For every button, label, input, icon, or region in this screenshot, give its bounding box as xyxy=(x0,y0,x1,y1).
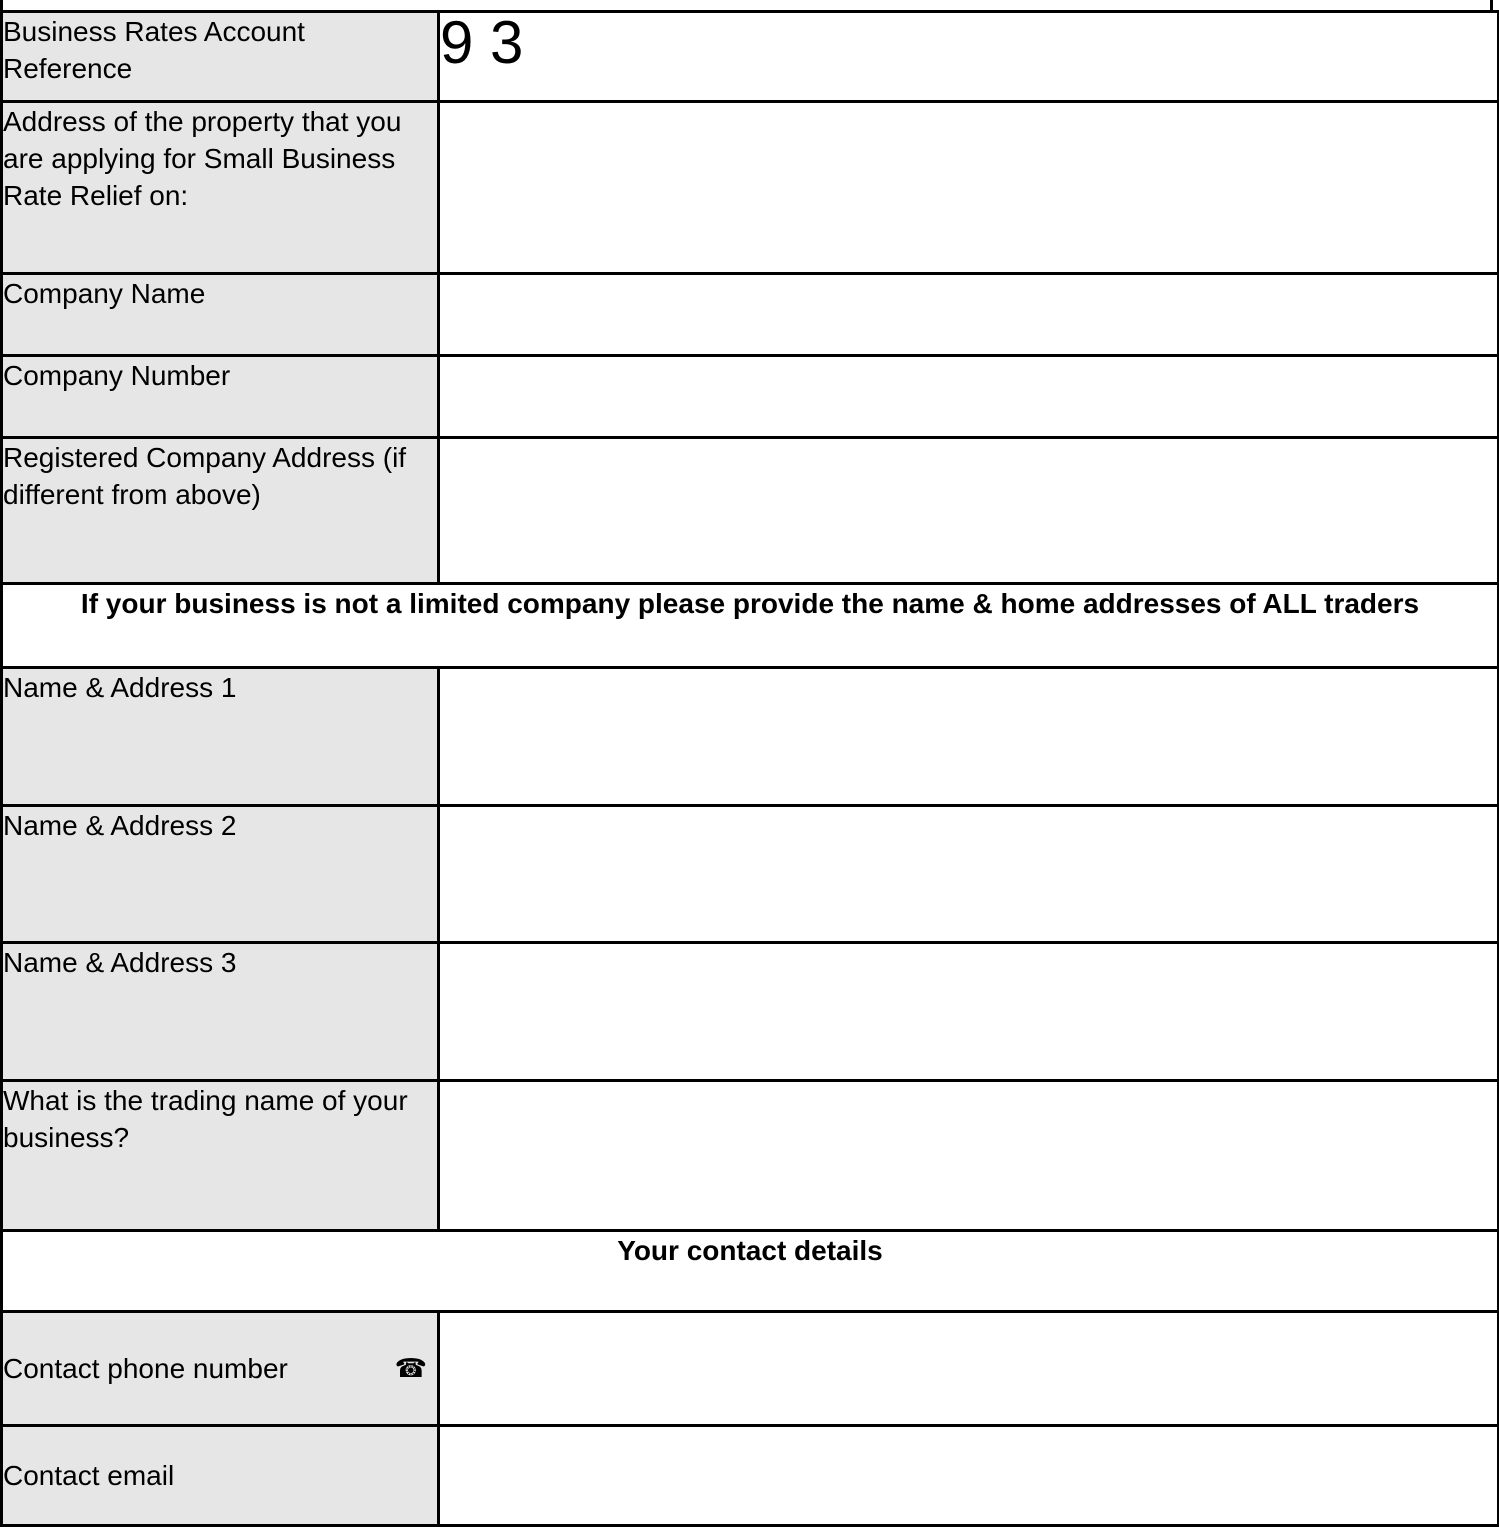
property-address-field[interactable] xyxy=(439,102,1499,274)
registered-address-label: Registered Company Address (if different from above) xyxy=(2,438,439,584)
trader-3-label: Name & Address 3 xyxy=(2,943,439,1081)
trader-3-field[interactable] xyxy=(439,943,1499,1081)
row-contact-email xyxy=(2,1426,1499,1526)
trader-1-field[interactable] xyxy=(439,668,1499,806)
trading-name-field[interactable] xyxy=(439,1081,1499,1231)
contact-section-heading: Your contact details xyxy=(2,1231,1499,1312)
contact-phone-label-cell xyxy=(2,1312,439,1426)
row-account-reference xyxy=(2,12,1499,102)
row-company-number xyxy=(2,356,1499,438)
row-company-name xyxy=(2,274,1499,356)
row-registered-address xyxy=(2,438,1499,584)
row-contact-phone xyxy=(2,1312,1499,1426)
trader-2-label: Name & Address 2 xyxy=(2,806,439,943)
account-reference-field[interactable]: 9 3 xyxy=(439,12,1499,102)
contact-phone-field[interactable] xyxy=(439,1312,1499,1426)
traders-section-heading: If your business is not a limited company please provide the name & home addresses of ALL traders xyxy=(2,584,1499,668)
account-reference-label: Business Rates Account Reference xyxy=(2,12,439,102)
row-trader-1 xyxy=(2,668,1499,806)
company-number-label: Company Number xyxy=(2,356,439,438)
row-contact-heading xyxy=(2,1231,1499,1312)
registered-address-field[interactable] xyxy=(439,438,1499,584)
telephone-icon: ☎ xyxy=(394,1353,427,1383)
trading-name-label: What is the trading name of your business? xyxy=(2,1081,439,1231)
row-property-address xyxy=(2,102,1499,274)
contact-email-field[interactable] xyxy=(439,1426,1499,1526)
property-address-label: Address of the property that you are applying for Small Business Rate Relief on: xyxy=(2,102,439,274)
row-traders-heading xyxy=(2,584,1499,668)
row-trader-2 xyxy=(2,806,1499,943)
contact-phone-label: Contact phone number xyxy=(3,1353,288,1384)
company-name-label: Company Name xyxy=(2,274,439,356)
row-trading-name xyxy=(2,1081,1499,1231)
company-name-field[interactable] xyxy=(439,274,1499,356)
contact-email-label: Contact email xyxy=(2,1426,439,1526)
row-trader-3 xyxy=(2,943,1499,1081)
contact-phone-label-wrap xyxy=(3,1350,437,1387)
sbrr-application-form xyxy=(0,10,1499,1527)
company-number-field[interactable] xyxy=(439,356,1499,438)
trader-1-label: Name & Address 1 xyxy=(2,668,439,806)
trader-2-field[interactable] xyxy=(439,806,1499,943)
